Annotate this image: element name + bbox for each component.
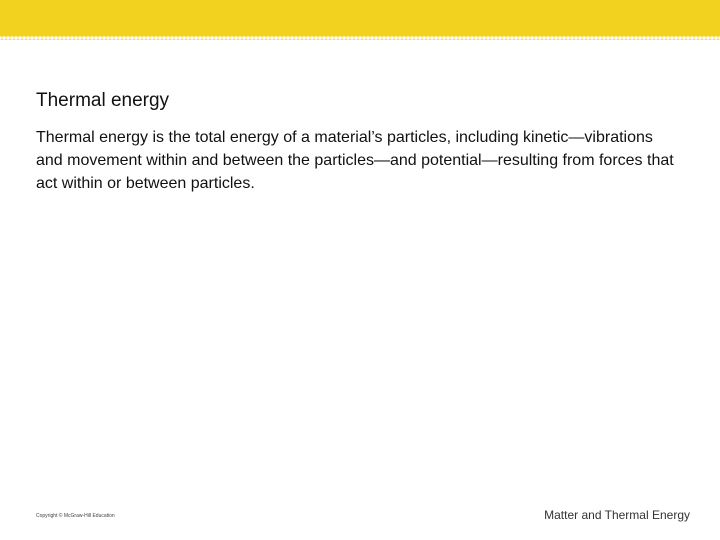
slide-title: Thermal energy [36, 90, 170, 111]
header-dot-pattern [0, 26, 720, 40]
slide-body-text: Thermal energy is the total energy of a material’s particles, including kinetic—vibrations and movement within and between the particles—and potential—resulting from forces that act within or between particles. [36, 129, 674, 192]
footer-chapter-title: Matter and Thermal Energy [544, 508, 690, 522]
copyright-notice: Copyright © McGraw-Hill Education [36, 513, 115, 519]
